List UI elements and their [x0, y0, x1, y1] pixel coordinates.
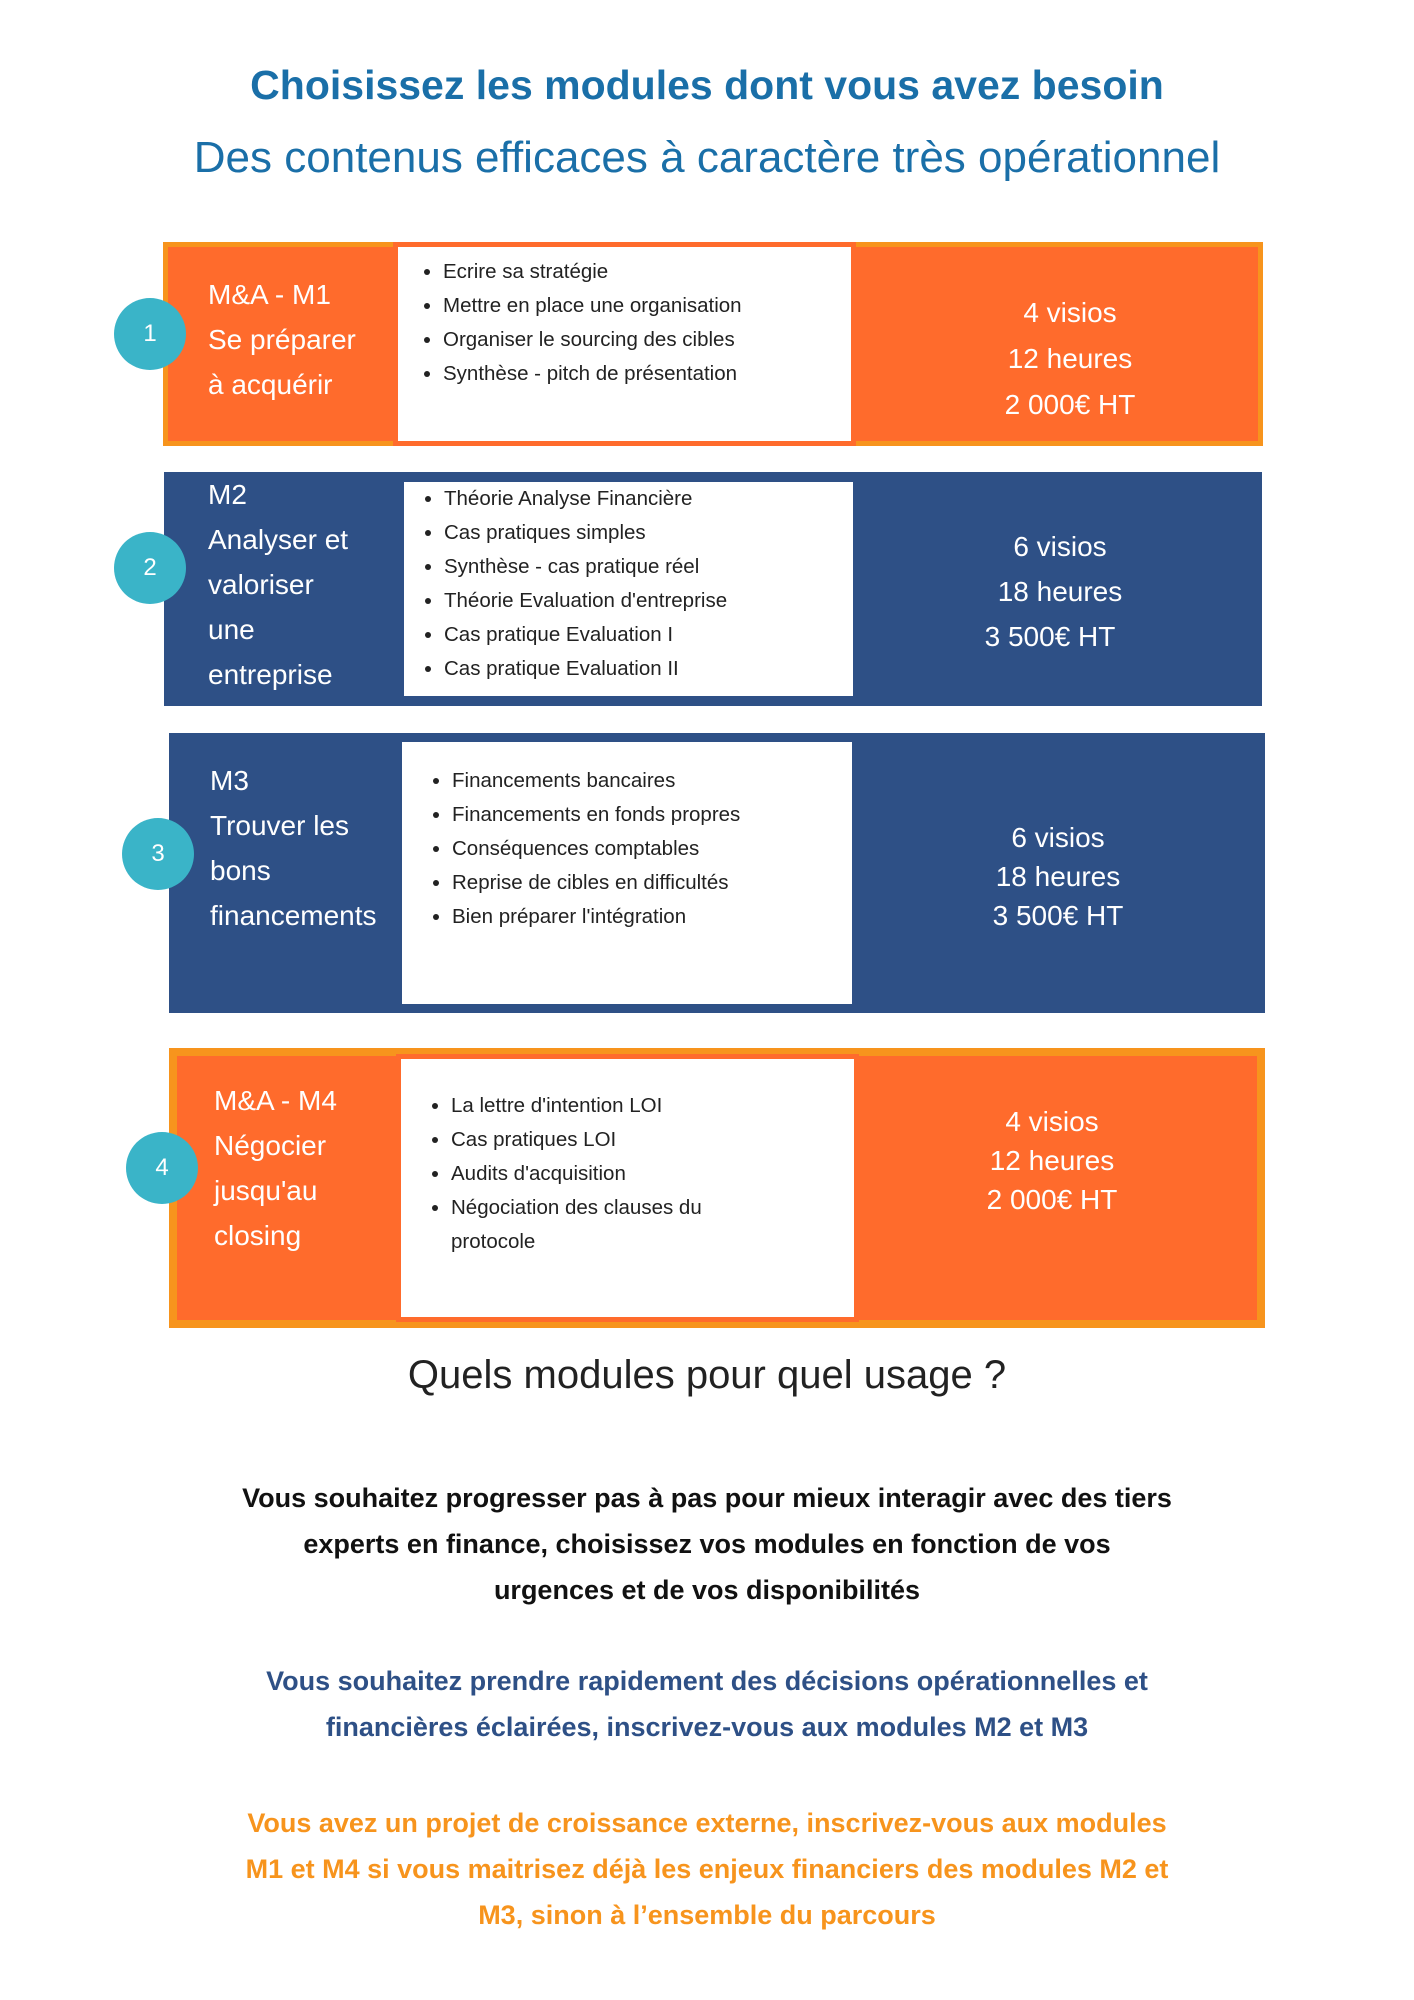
topic-item: • Théorie Analyse Financière — [444, 482, 853, 516]
module-name-line: valoriser — [208, 569, 314, 600]
topic-item: • Cas pratiques LOI — [451, 1123, 854, 1157]
paragraph-line: Vous souhaitez progresser pas à pas pour mieux interagir avec des tiers — [242, 1483, 1172, 1513]
page-subtitle: Des contenus efficaces à caractère très opérationnel — [193, 133, 1221, 182]
paragraph-line: Vous souhaitez prendre rapidement des décisions opérationnelles et — [266, 1666, 1148, 1696]
module-name-line: M&A - M4 — [214, 1085, 337, 1116]
topic-item: • Théorie Evaluation d'entreprise — [444, 584, 853, 618]
module-1-number-badge: 1 — [114, 298, 186, 370]
paragraph-line: M3, sinon à l’ensemble du parcours — [478, 1900, 936, 1930]
module-name-line: entreprise — [208, 659, 333, 690]
module-1-name — [208, 272, 356, 407]
paragraph-line: M1 et M4 si vous maitrisez déjà les enjeux financiers des modules M2 et — [245, 1854, 1169, 1884]
module-name-line: une — [208, 614, 255, 645]
module-2-stats — [870, 524, 1250, 659]
usage-heading: Quels modules pour quel usage ? — [407, 1353, 1007, 1397]
topic-item: • Conséquences comptables — [452, 832, 852, 866]
module-name-line: jusqu'au — [214, 1175, 318, 1206]
module-4-name — [214, 1078, 337, 1258]
module-1-topics — [393, 242, 856, 446]
module-name-line: closing — [214, 1220, 302, 1251]
stat-hours: 12 heures — [989, 1145, 1115, 1176]
paragraph-line: experts en finance, choisissez vos modules en fonction de vos — [303, 1529, 1111, 1559]
module-3-topics — [402, 742, 852, 1004]
stat-price: 2 000€ HT — [1004, 389, 1136, 420]
stat-price: 3 500€ HT — [984, 621, 1116, 652]
stat-sessions: 6 visios — [1013, 531, 1107, 562]
module-name-line: Analyser et — [208, 524, 349, 555]
paragraph-line: urgences et de vos disponibilités — [493, 1575, 921, 1605]
module-name-line: Se préparer — [208, 324, 356, 355]
topic-item: • Reprise de cibles en difficultés — [452, 866, 852, 900]
stat-hours: 18 heures — [997, 576, 1123, 607]
module-2-name — [208, 472, 348, 697]
topic-item: • Cas pratiques simples — [444, 516, 853, 550]
module-4-number-badge: 4 — [126, 1132, 198, 1204]
topic-item: • La lettre d'intention LOI — [451, 1089, 854, 1123]
module-name-line: M3 — [210, 765, 249, 796]
stat-hours: 18 heures — [995, 861, 1121, 892]
topic-item: • Audits d'acquisition — [451, 1157, 854, 1191]
topic-item: • Bien préparer l'intégration — [452, 900, 852, 934]
topic-item: • Financements bancaires — [452, 764, 852, 798]
module-1-stats — [880, 290, 1260, 428]
module-4-topics — [396, 1054, 859, 1322]
paragraph-line: Vous avez un projet de croissance externe, inscrivez-vous aux modules — [247, 1808, 1167, 1838]
topic-item: • Cas pratique Evaluation I — [444, 618, 853, 652]
stat-sessions: 6 visios — [1011, 822, 1105, 853]
module-2-number-badge: 2 — [114, 532, 186, 604]
topic-item: • Synthèse - pitch de présentation — [443, 357, 851, 391]
paragraph-line: financières éclairées, inscrivez-vous aux modules M2 et M3 — [325, 1712, 1089, 1742]
stat-sessions: 4 visios — [1005, 1106, 1099, 1137]
module-name-line: bons — [210, 855, 271, 886]
topic-item: • Organiser le sourcing des cibles — [443, 323, 851, 357]
module-2-topics — [404, 482, 853, 696]
module-name-line: Négocier — [214, 1130, 327, 1161]
module-3-stats — [868, 818, 1248, 935]
stat-sessions: 4 visios — [1023, 297, 1117, 328]
usage-paragraph-decisions — [160, 1658, 1254, 1750]
module-4-stats — [862, 1102, 1242, 1219]
module-name-line: financements — [210, 900, 377, 931]
module-3-name — [210, 758, 377, 938]
stat-price: 2 000€ HT — [986, 1184, 1118, 1215]
stat-price: 3 500€ HT — [992, 900, 1124, 931]
module-name-line: M2 — [208, 479, 247, 510]
topic-item: • Ecrire sa stratégie — [443, 255, 851, 289]
topic-item: • Cas pratique Evaluation II — [444, 652, 853, 686]
usage-paragraph-growth — [160, 1800, 1254, 1938]
module-3-number-badge: 3 — [122, 818, 194, 890]
topic-item: • Financements en fonds propres — [452, 798, 852, 832]
module-name-line: à acquérir — [208, 369, 333, 400]
page-title: Choisissez les modules dont vous avez besoin — [250, 62, 1164, 108]
module-name-line: Trouver les — [210, 810, 350, 841]
stat-hours: 12 heures — [1007, 343, 1133, 374]
module-name-line: M&A - M1 — [208, 279, 331, 310]
topic-item: • Synthèse - cas pratique réel — [444, 550, 853, 584]
usage-paragraph-stepwise — [160, 1475, 1254, 1613]
topic-item: • Négociation des clauses du protocole — [451, 1191, 854, 1259]
topic-item: • Mettre en place une organisation — [443, 289, 851, 323]
